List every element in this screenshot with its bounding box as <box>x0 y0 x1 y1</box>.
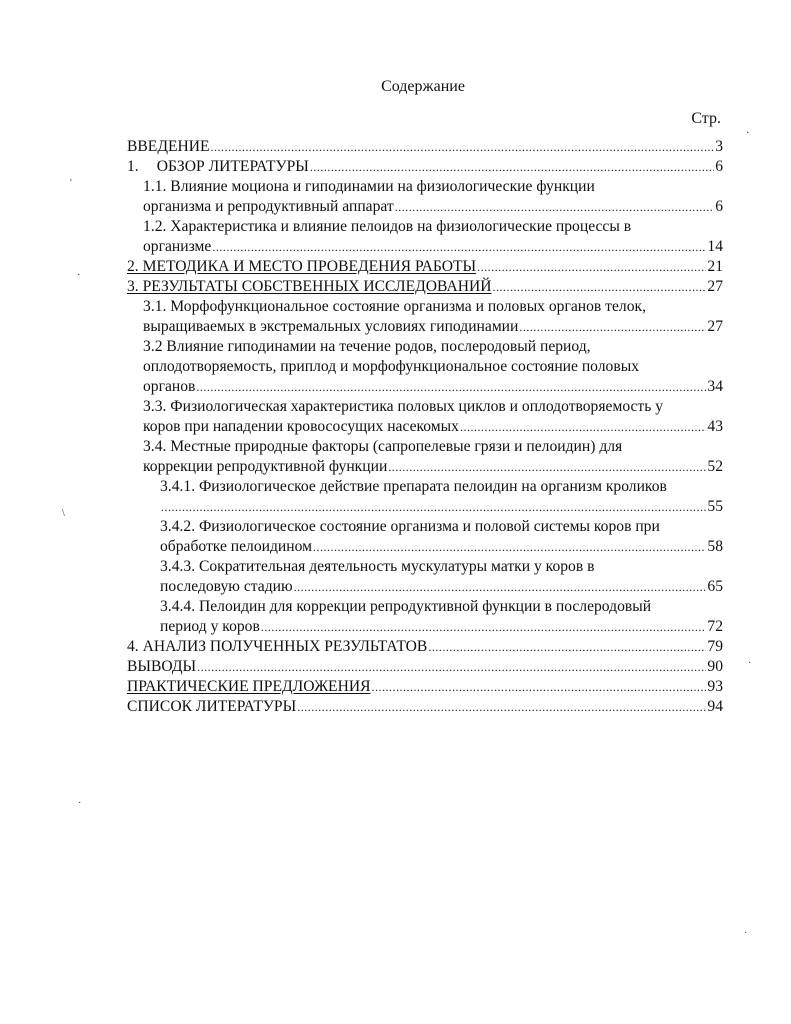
toc-entry-title: последовую стадию <box>160 578 293 595</box>
toc-entry-page: 6 <box>715 198 723 215</box>
leader-dots <box>428 637 706 657</box>
toc-entry-1-1[interactable] <box>143 197 723 217</box>
toc-entry-title: 2. МЕТОДИКА И МЕСТО ПРОВЕДЕНИЯ РАБОТЫ <box>127 258 477 275</box>
leader-dots <box>197 657 706 677</box>
toc-entry-3-3-line1: 3.3. Физиологическая характеристика половых циклов и оплодотворяемость у <box>143 398 664 415</box>
toc-entry-title: ВЫВОДЫ <box>127 658 197 675</box>
toc-entry-title: обработке пелоидином <box>160 538 312 555</box>
toc-entry-3-4-1-line1: 3.4.1. Физиологическое действие препарата пелоидин на организм кроликов <box>160 478 667 495</box>
leader-dots <box>493 277 707 297</box>
toc-entry-page: 65 <box>707 578 723 595</box>
toc-entry-title: ОБЗОР ЛИТЕРАТУРЫ <box>156 158 309 175</box>
page-column-label: Стр. <box>691 110 721 127</box>
scan-speck: · <box>744 928 748 939</box>
toc-entry-3-4-4[interactable] <box>160 617 723 637</box>
scan-speck: ' <box>70 178 72 189</box>
toc-entry-page: 27 <box>707 318 723 335</box>
toc-entry-title: период у коров <box>160 618 260 635</box>
toc-entry-3-2[interactable] <box>143 377 723 397</box>
toc-entry-3-4-line1: 3.4. Местные природные факторы (сапропелевые грязи и пелоидин) для <box>143 438 623 455</box>
leader-dots <box>477 257 706 277</box>
leader-dots <box>261 617 707 637</box>
toc-entry-1-1-line1: 1.1. Влияние моциона и гиподинамии на физиологические функции <box>143 178 595 195</box>
toc-entry-title: 4. АНАЛИЗ ПОЛУЧЕННЫХ РЕЗУЛЬТАТОВ <box>127 638 428 655</box>
toc-entry-3-4-3[interactable] <box>160 577 723 597</box>
toc-entry-3-4-2-line1: 3.4.2. Физиологическое состояние организма и половой системы коров при <box>160 518 660 535</box>
toc-entry-title: ВВЕДЕНИЕ <box>127 138 210 155</box>
toc-entry-chapter-1[interactable] <box>127 157 723 177</box>
toc-entry-title: 3. РЕЗУЛЬТАТЫ СОБСТВЕННЫХ ИССЛЕДОВАНИЙ <box>127 278 492 295</box>
leader-dots <box>519 317 706 337</box>
toc-entry-title: выращиваемых в экстремальных условиях гиподинамии <box>143 318 519 335</box>
leader-dots <box>313 537 706 557</box>
toc-entry-title: коров при нападении кровососущих насекомых <box>143 418 459 435</box>
toc-entry-title: ПРАКТИЧЕСКИЕ ПРЕДЛОЖЕНИЯ <box>127 678 371 695</box>
toc-entry-3-2-line1: 3.2 Влияние гиподинамии на течение родов, послеродовый период, <box>143 338 591 355</box>
toc-entry-references[interactable] <box>127 697 723 717</box>
scan-speck: · <box>77 270 81 281</box>
toc-entry-page: 55 <box>707 498 723 515</box>
leader-dots <box>310 157 714 177</box>
leader-dots <box>196 377 706 397</box>
scan-speck: · <box>748 658 752 669</box>
toc-entry-number: 1. <box>127 158 139 175</box>
toc-entry-page: 52 <box>707 458 723 475</box>
toc-entry-title: организме <box>143 238 212 255</box>
page-title: Содержание <box>381 78 465 95</box>
toc-entry-3-1-line1: 3.1. Морфофункциональное состояние организма и половых органов телок, <box>143 298 646 315</box>
toc-entry-title: коррекции репродуктивной функции <box>143 458 388 475</box>
toc-entry-3-4[interactable] <box>143 457 723 477</box>
toc-entry-page: 27 <box>707 278 723 295</box>
leader-dots <box>211 137 715 157</box>
leader-dots <box>294 577 707 597</box>
toc-entry-conclusions[interactable] <box>127 657 723 677</box>
toc-entry-page: 21 <box>707 258 723 275</box>
toc-entry-title: организма и репродуктивный аппарат <box>143 198 394 215</box>
toc-entry-page: 43 <box>707 418 723 435</box>
leader-dots <box>460 417 706 437</box>
toc-entry-page: 3 <box>715 138 723 155</box>
leader-dots <box>372 677 707 697</box>
toc-entry-page: 93 <box>707 678 723 695</box>
leader-dots <box>388 457 706 477</box>
toc-entry-proposals[interactable] <box>127 677 723 697</box>
toc-entry-3-3[interactable] <box>143 417 723 437</box>
scan-speck: · <box>78 798 82 809</box>
toc-entry-1-2[interactable] <box>143 237 723 257</box>
toc-entry-3-4-1[interactable] <box>160 497 723 517</box>
scan-speck: · <box>746 128 750 139</box>
leader-dots <box>297 697 706 717</box>
toc-entry-page: 72 <box>707 618 723 635</box>
toc-entry-page: 94 <box>707 698 723 715</box>
toc-entry-chapter-4[interactable] <box>127 637 723 657</box>
toc-entry-page: 6 <box>715 158 723 175</box>
toc-entry-3-4-2[interactable] <box>160 537 723 557</box>
toc-entry-title: СПИСОК ЛИТЕРАТУРЫ <box>127 698 297 715</box>
toc-entry-3-4-4-line1: 3.4.4. Пелоидин для коррекции репродуктивной функции в послеродовый <box>160 598 652 615</box>
toc-entry-page: 14 <box>707 238 723 255</box>
toc-entry-title: органов <box>143 378 196 395</box>
toc-entry-3-1[interactable] <box>143 317 723 337</box>
toc-entry-page: 90 <box>707 658 723 675</box>
toc-entry-3-2-line2: оплодотворяемость, приплод и морфофункциональное состояние половых <box>143 358 639 375</box>
leader-dots <box>161 497 706 517</box>
toc-entry-page: 58 <box>707 538 723 555</box>
toc-entry-intro[interactable] <box>127 137 723 157</box>
toc-entry-chapter-3[interactable] <box>127 277 723 297</box>
toc-entry-chapter-2[interactable] <box>127 257 723 277</box>
leader-dots <box>212 237 706 257</box>
toc-entry-1-2-line1: 1.2. Характеристика и влияние пелоидов на физиологические процессы в <box>143 218 632 235</box>
toc-entry-page: 79 <box>707 638 723 655</box>
scan-speck: \ <box>62 508 65 519</box>
toc-entry-page: 34 <box>707 378 723 395</box>
leader-dots <box>395 197 714 217</box>
toc-entry-3-4-3-line1: 3.4.3. Сократительная деятельность мускулатуры матки у коров в <box>160 558 595 575</box>
